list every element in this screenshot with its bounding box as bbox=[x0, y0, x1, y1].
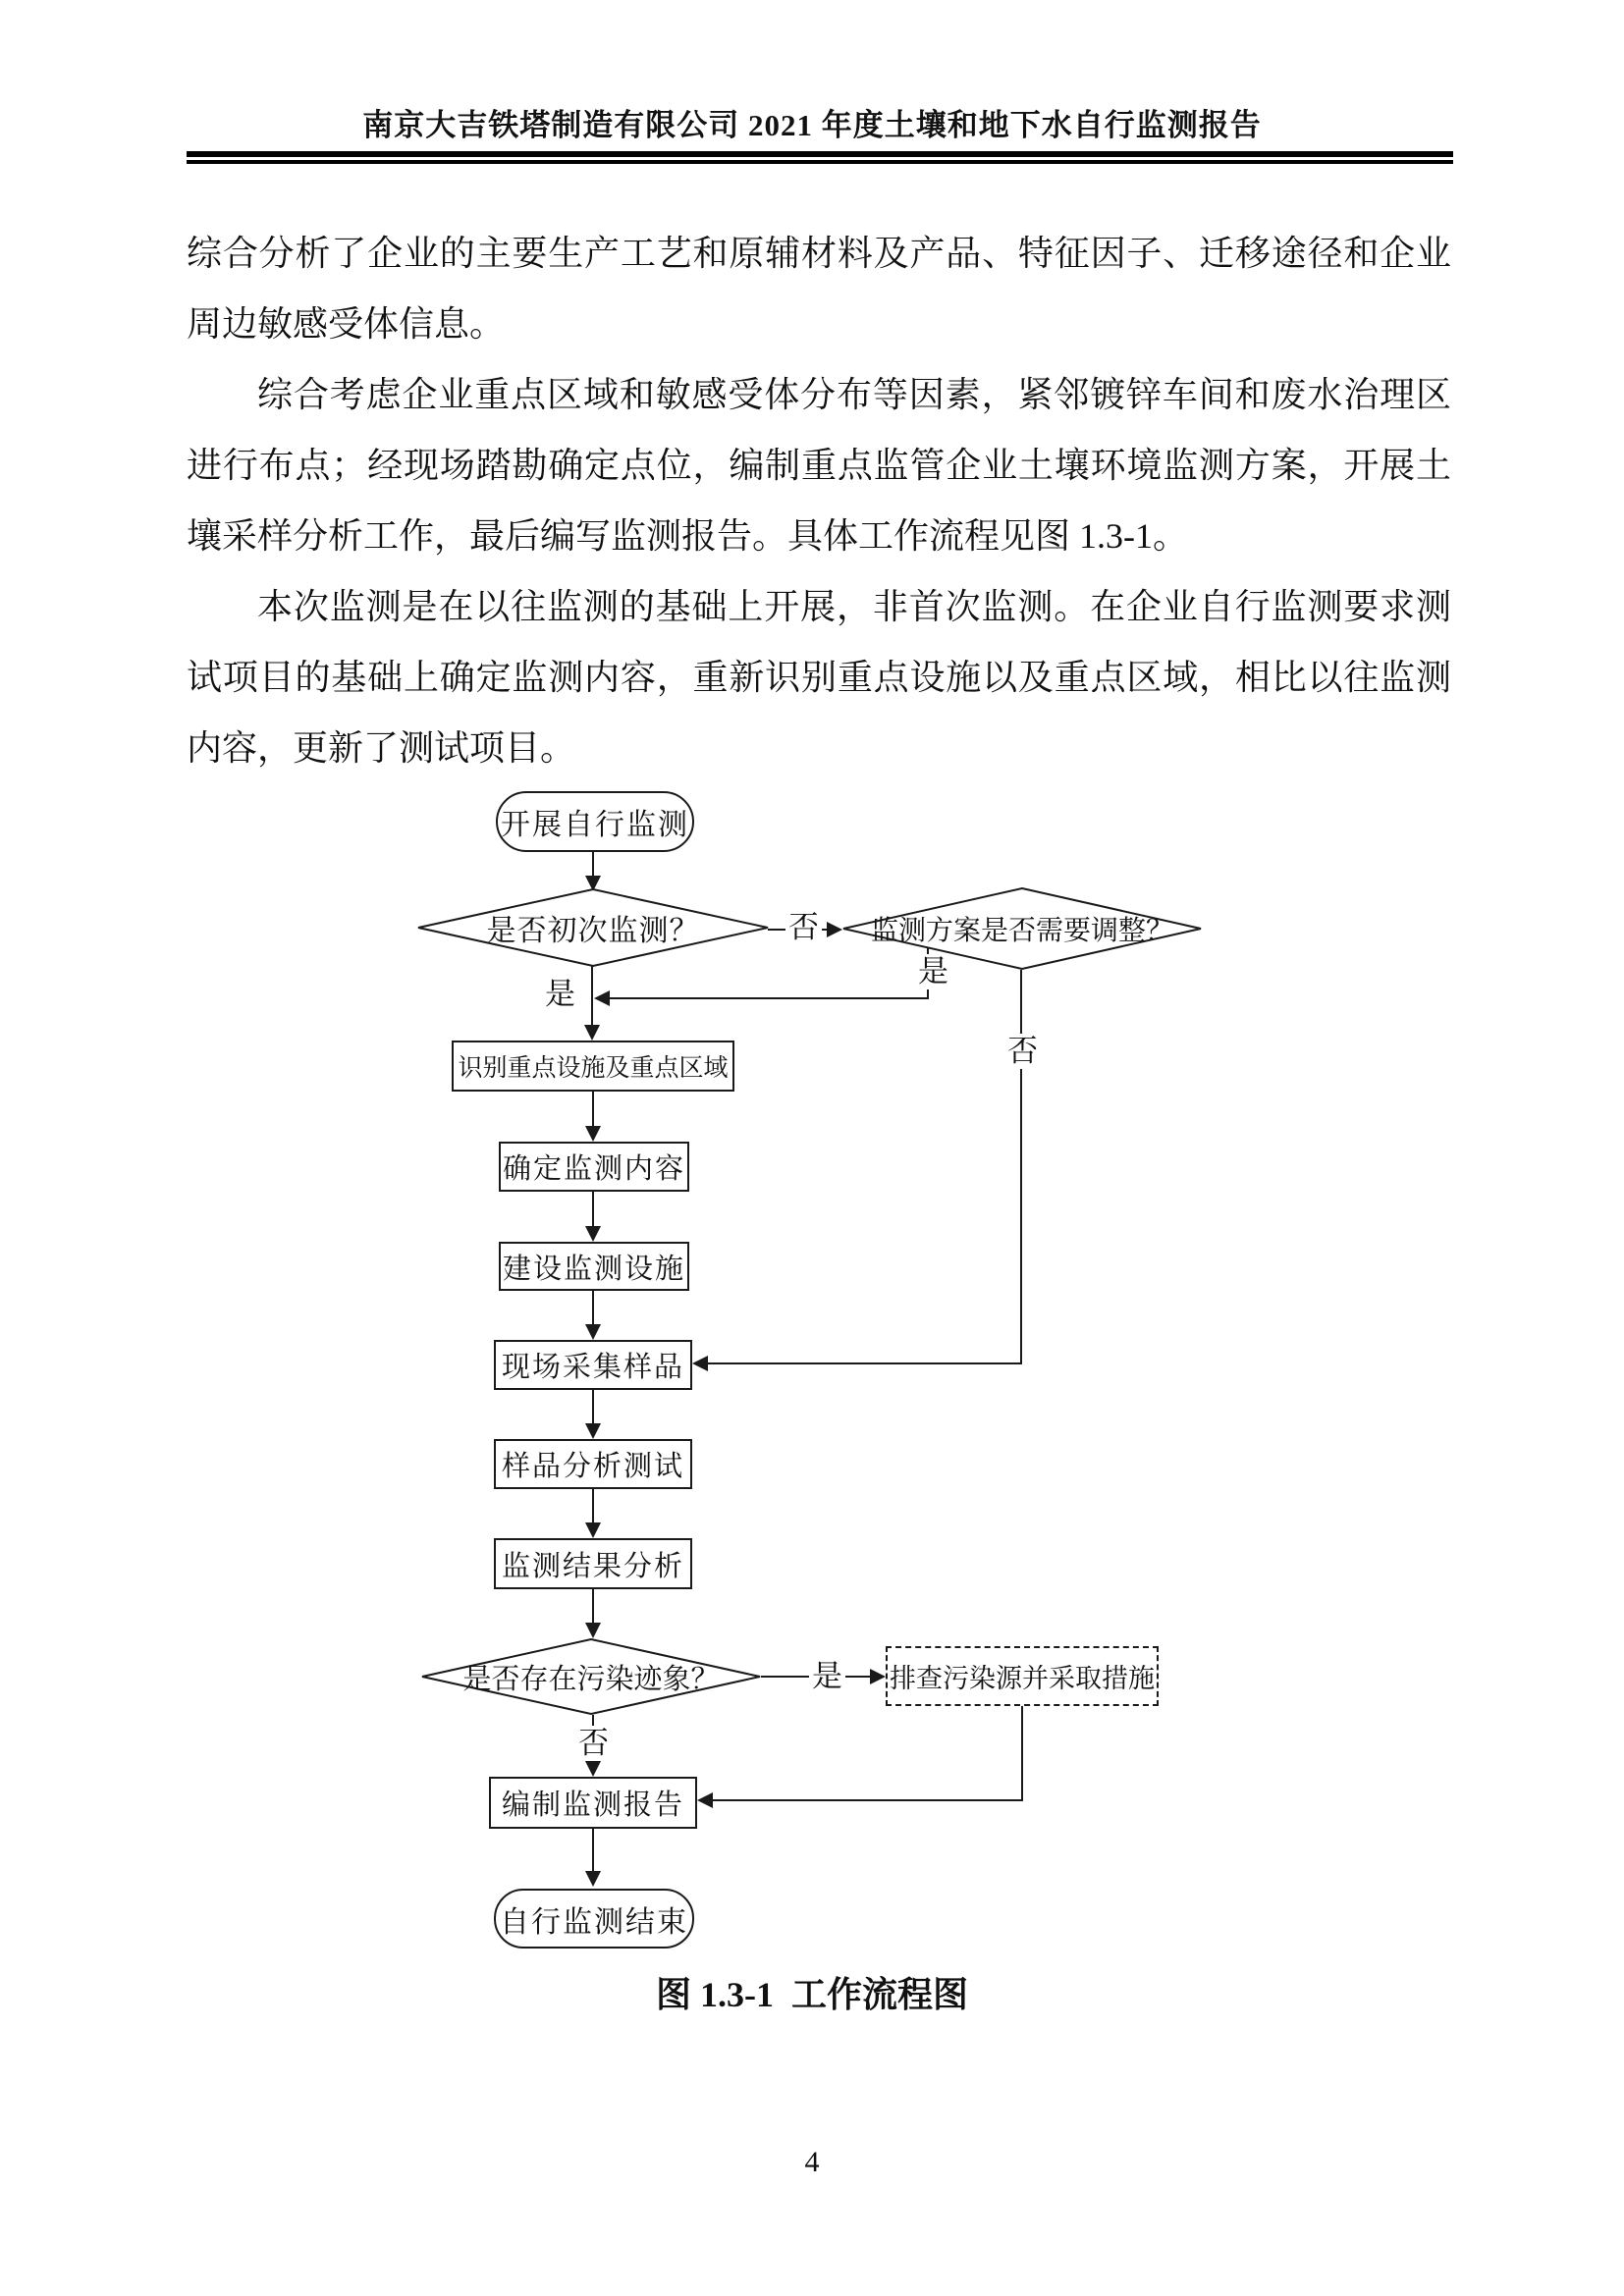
arrowhead-down-icon bbox=[585, 1623, 601, 1638]
flow-line bbox=[592, 1291, 594, 1326]
flow-decision-pollution-signs: 是否存在污染迹象？ bbox=[462, 1663, 720, 1695]
page-number: 4 bbox=[804, 2146, 820, 2178]
flow-line bbox=[592, 1390, 594, 1425]
flow-node-determine-content: 确定监测内容 bbox=[499, 1142, 689, 1192]
flow-node-compile-report: 编制监测报告 bbox=[489, 1777, 697, 1829]
arrowhead-left-icon bbox=[692, 1356, 708, 1371]
arrowhead-down-icon bbox=[585, 1871, 601, 1887]
arrowhead-down-icon bbox=[584, 1025, 600, 1041]
paragraph-1: 综合分析了企业的主要生产工艺和原辅材料及产品、特征因子、迁移途径和企业周边敏感受体信息。 bbox=[187, 234, 1451, 344]
flow-line-trace-left bbox=[709, 1799, 1023, 1801]
arrowhead-left-icon bbox=[594, 990, 610, 1006]
arrowhead-down-icon bbox=[585, 1522, 601, 1538]
flow-line-trace-down bbox=[1021, 1706, 1023, 1801]
page-header-title: 南京大吉铁塔制造有限公司 2021 年度土壤和地下水自行监测报告 bbox=[362, 108, 1262, 142]
arrowhead-down-icon bbox=[585, 1423, 601, 1439]
figure-caption: 图 1.3-1 工作流程图 bbox=[656, 1975, 968, 2014]
flow-node-start: 开展自行监测 bbox=[496, 791, 694, 852]
flow-node-identify-facilities: 识别重点设施及重点区域 bbox=[452, 1041, 734, 1092]
flow-decision-first-monitoring: 是否初次监测？ bbox=[486, 915, 700, 947]
header-rule-thick bbox=[187, 151, 1453, 157]
flow-line bbox=[592, 1589, 594, 1625]
flow-decision-plan-adjust: 监测方案是否需要调整？ bbox=[870, 916, 1173, 946]
arrowhead-right-icon bbox=[870, 1669, 886, 1684]
edge-label-no: 否 bbox=[785, 910, 822, 945]
edge-label-no: 否 bbox=[575, 1726, 612, 1761]
flow-line-d1-down bbox=[591, 965, 593, 1027]
flow-node-trace-pollution: 排查污染源并采取措施 bbox=[886, 1646, 1159, 1706]
flow-node-build-facilities: 建设监测设施 bbox=[499, 1242, 689, 1291]
edge-label-no: 否 bbox=[1004, 1034, 1041, 1069]
flow-line-d2-yes-merge bbox=[606, 997, 929, 999]
header-rule-thin bbox=[187, 160, 1453, 164]
flow-node-end: 自行监测结束 bbox=[494, 1889, 694, 1949]
flow-node-result-analysis: 监测结果分析 bbox=[494, 1538, 692, 1589]
flow-line bbox=[592, 1829, 594, 1875]
arrowhead-down-icon bbox=[585, 1126, 601, 1142]
flow-line bbox=[592, 1092, 594, 1128]
edge-label-yes: 是 bbox=[809, 1659, 845, 1694]
edge-label-yes: 是 bbox=[915, 954, 951, 989]
paragraph-3: 本次监测是在以往监测的基础上开展，非首次监测。在企业自行监测要求测试项目的基础上确定监测内容，重新识别重点设施以及重点区域，相比以往监测内容，更新了测试项目。 bbox=[187, 587, 1451, 768]
flow-node-collect-samples: 现场采集样品 bbox=[494, 1340, 692, 1390]
arrowhead-down-icon bbox=[585, 1324, 601, 1340]
arrowhead-down-icon bbox=[585, 1226, 601, 1242]
arrowhead-left-icon bbox=[697, 1792, 713, 1808]
arrowhead-right-icon bbox=[827, 922, 842, 937]
edge-label-yes: 是 bbox=[542, 977, 578, 1012]
arrowhead-down-icon bbox=[585, 1761, 601, 1777]
flow-line bbox=[592, 1489, 594, 1524]
flow-line-d2-no-down bbox=[1020, 970, 1022, 1364]
flow-line-d2-no-left bbox=[706, 1362, 1022, 1364]
paragraph-2: 综合考虑企业重点区域和敏感受体分布等因素，紧邻镀锌车间和废水治理区进行布点；经现场踏勘确定点位，编制重点监管企业土壤环境监测方案，开展土壤采样分析工作，最后编写监测报告。具体工作流程见图 1.3-1。 bbox=[187, 375, 1451, 556]
flow-line bbox=[592, 1192, 594, 1228]
flow-node-sample-analysis: 样品分析测试 bbox=[494, 1439, 692, 1489]
body-text bbox=[187, 218, 1451, 783]
